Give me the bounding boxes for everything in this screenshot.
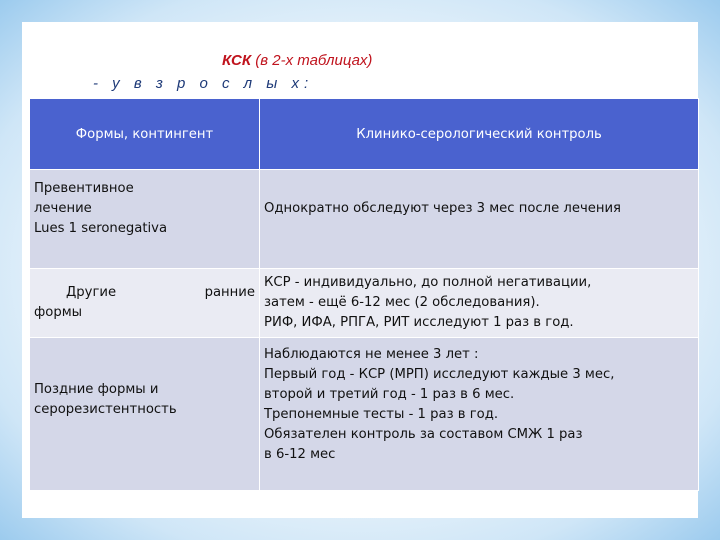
cell-control-early bbox=[260, 269, 699, 338]
form-line: лечение bbox=[34, 201, 92, 216]
table-row bbox=[30, 338, 699, 491]
cell-control-late bbox=[260, 338, 699, 491]
control-line: в 6-12 мес bbox=[264, 447, 336, 462]
form-line: серорезистентность bbox=[34, 402, 177, 417]
table-header-row bbox=[30, 99, 699, 170]
form-line: Поздние формы и bbox=[34, 382, 159, 397]
slide-subtitle: - у в з р о с л ы х: bbox=[93, 75, 314, 92]
form-line: Lues 1 seronegativa bbox=[34, 221, 168, 236]
control-line: Наблюдаются не менее 3 лет : bbox=[264, 347, 479, 362]
slide-title bbox=[222, 52, 372, 69]
form-line: Превентивное bbox=[34, 181, 134, 196]
control-line: затем - ещё 6-12 мес (2 обследования). bbox=[264, 295, 540, 310]
title-rest: (в 2-х таблицах) bbox=[255, 52, 373, 69]
ksk-table bbox=[29, 98, 699, 491]
header-control: Клинико-серологический контроль bbox=[260, 99, 699, 170]
control-line: Первый год - КСР (МРП) исследуют каждые 3 мес, bbox=[264, 367, 615, 382]
control-line: второй и третий год - 1 раз в 6 мес. bbox=[264, 387, 515, 402]
form-word-early: ранние bbox=[204, 285, 255, 300]
header-forms: Формы, контингент bbox=[30, 99, 260, 170]
control-line: Однократно обследуют через 3 мес после лечения bbox=[264, 201, 621, 216]
table-row bbox=[30, 269, 699, 338]
control-line: Обязателен контроль за составом СМЖ 1 раз bbox=[264, 427, 583, 442]
title-keyword: КСК bbox=[222, 52, 252, 69]
control-line: Трепонемные тесты - 1 раз в год. bbox=[264, 407, 499, 422]
cell-form-preventive bbox=[30, 170, 260, 269]
table-row bbox=[30, 170, 699, 269]
control-line: КСР - индивидуально, до полной негативации, bbox=[264, 275, 592, 290]
cell-form-early bbox=[30, 269, 260, 338]
form-word-other: Другие bbox=[66, 285, 117, 300]
cell-control-preventive bbox=[260, 170, 699, 269]
cell-form-late bbox=[30, 338, 260, 491]
control-line: РИФ, ИФА, РПГА, РИТ исследуют 1 раз в год. bbox=[264, 315, 574, 330]
form-line: формы bbox=[34, 305, 83, 320]
